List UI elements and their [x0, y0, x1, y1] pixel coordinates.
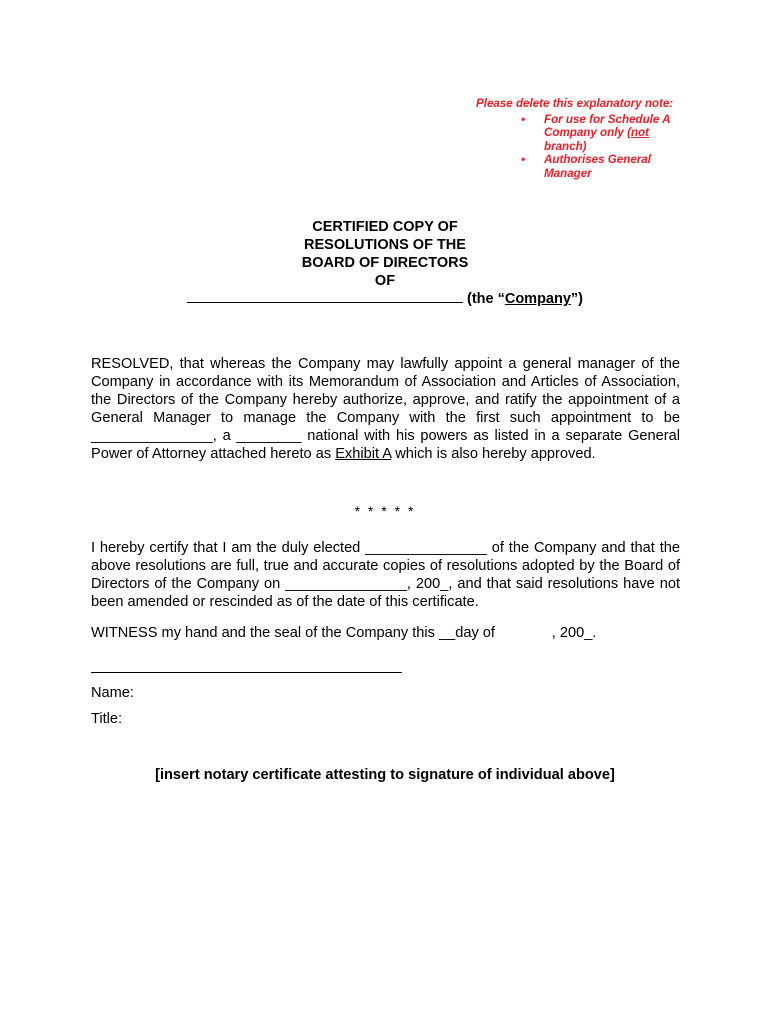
explanatory-note — [476, 97, 706, 180]
company-post: ”) — [570, 291, 584, 307]
title-line-1: CERTIFIED COPY OF — [312, 219, 458, 235]
note-item-general-manager — [476, 153, 706, 180]
company-name-line — [140, 290, 630, 308]
title-line-2: RESOLUTIONS OF THE — [304, 237, 466, 253]
note-item-emphasis: not — [630, 126, 649, 139]
certification-paragraph: I hereby certify that I am the duly elected _______________ of the Company and that the above resolutions are full, true and accurate copies of resolutions adopted by the Board of Directors of the Company on _______________, 200_, and that said resolutions have not been amended or rescinded as of the date of this certificate. — [91, 540, 680, 610]
company-name-blank — [187, 290, 463, 303]
note-item-schedule-a — [476, 113, 706, 154]
resolved-paragraph — [91, 355, 680, 463]
notary-instruction: [insert notary certificate attesting to signature of individual above] — [155, 767, 615, 783]
company-word: Company — [504, 291, 571, 307]
title-line-4: OF — [374, 273, 396, 289]
exhibit-a-link: Exhibit A — [335, 446, 392, 462]
document-title — [140, 218, 630, 308]
section-separator: * * * * * — [354, 503, 416, 519]
title-label: Title: — [91, 711, 123, 727]
witness-line: WITNESS my hand and the seal of the Company this __day of , 200_. — [91, 625, 597, 641]
note-item-text: For use for Schedule A Company only ( — [544, 112, 671, 139]
company-pre: (the “ — [466, 291, 505, 307]
note-item-text: Authorises General Manager — [544, 153, 651, 180]
resolved-text: RESOLVED, that whereas the Company may lawfully appoint a general manager of the Company in accordance with its Memorandum of Association and Articles of Association, the Directors of the Company hereby authorize, approve, and ratify the appointment of a General Manager to manage the Company with the first such appointment to be _______________, a ________ national with his powers as listed in a separate General Power of Attorney attached hereto as — [91, 356, 680, 462]
signature-line — [91, 672, 402, 673]
title-line-3: BOARD OF DIRECTORS — [301, 255, 469, 271]
note-heading: Please delete this explanatory note: — [476, 97, 674, 110]
note-item-text-end: branch) — [544, 139, 587, 153]
resolved-text-end: which is also hereby approved. — [391, 446, 596, 462]
bullet-icon: • — [521, 112, 526, 126]
note-list — [476, 113, 706, 181]
bullet-icon: • — [521, 153, 526, 166]
name-label: Name: — [91, 685, 134, 701]
